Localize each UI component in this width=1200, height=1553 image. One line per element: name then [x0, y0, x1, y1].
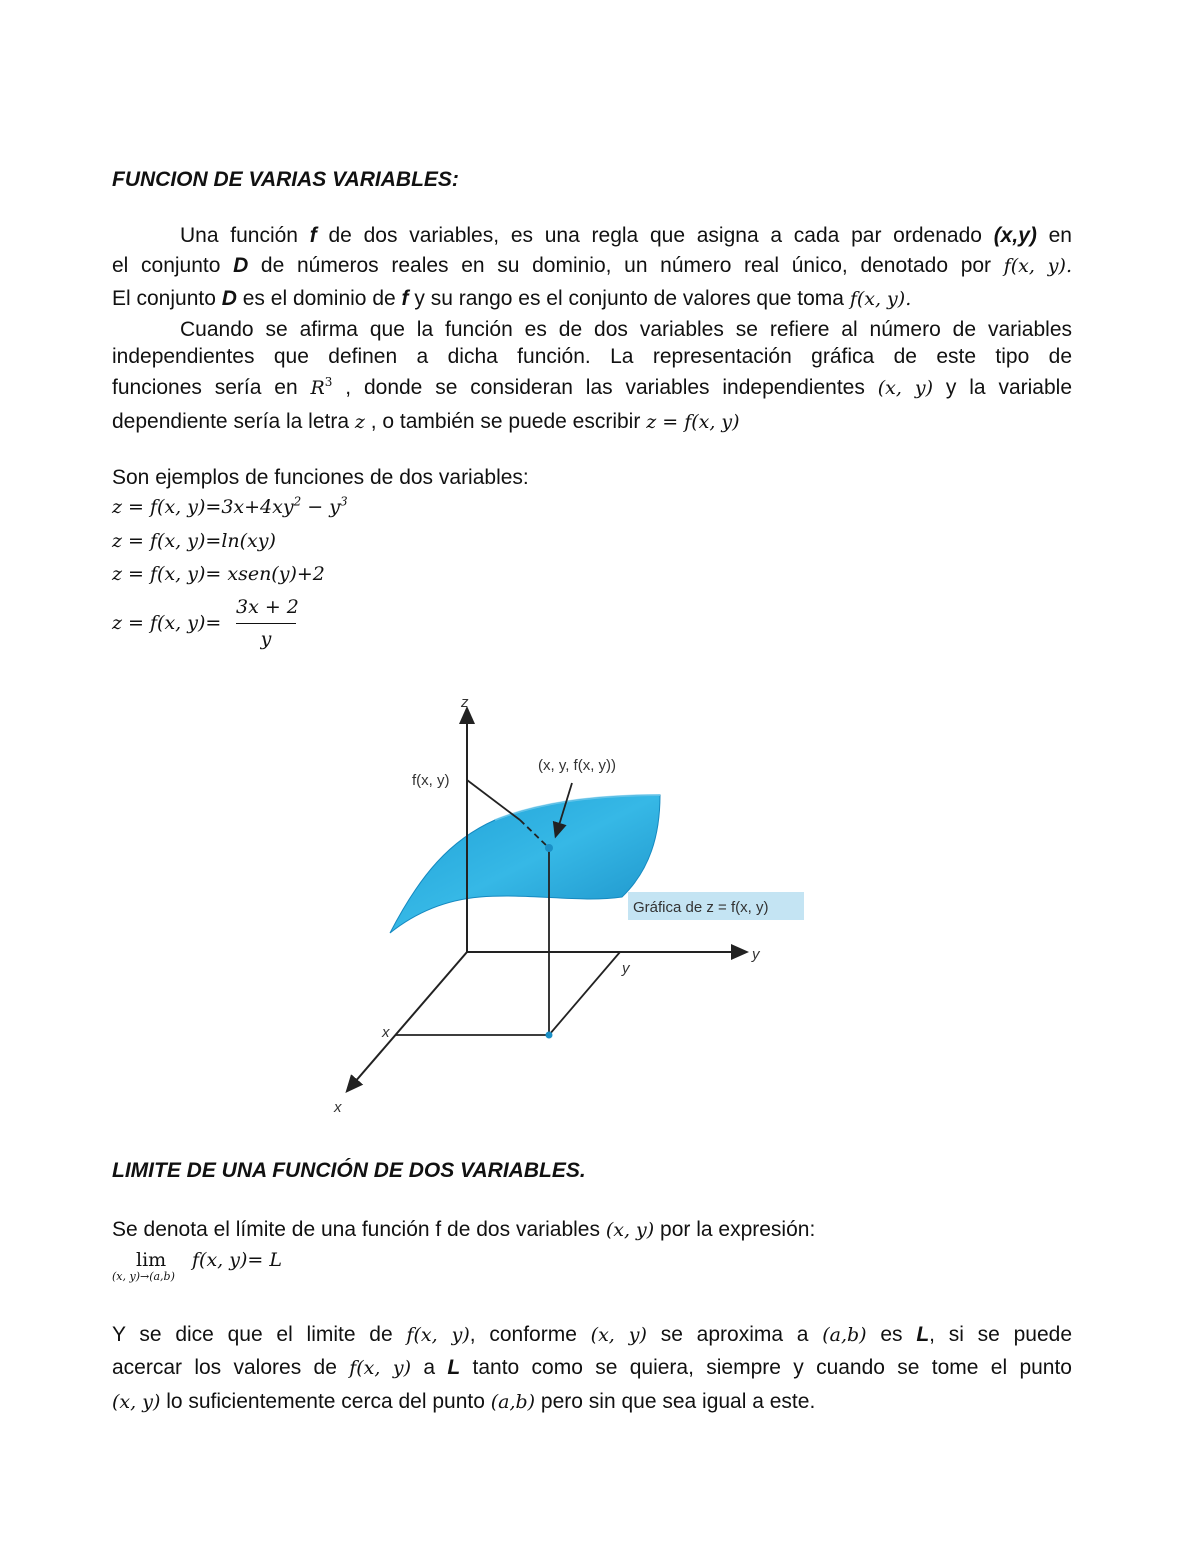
example-4-lhs: z = f(x, y)= — [112, 612, 222, 634]
fraction-bar — [236, 623, 296, 624]
lim-subscript: (x, y)→(a,b) — [112, 1270, 175, 1283]
paragraph-1-line-3: El conjunto D es el dominio de f y su rango es el conjunto de valores que toma f(x, y). — [112, 287, 912, 310]
limit-paragraph-line-1: Y se dice que el limite de f(x, y), conforme (x, y) se aproxima a (a,b) es L, si se puede — [112, 1323, 1073, 1346]
limit-intro-line: Se denota el límite de una función f de dos variables (x, y) por la expresión: — [112, 1218, 816, 1241]
x-axis — [348, 952, 467, 1090]
section-heading-limite: LIMITE DE UNA FUNCIÓN DE DOS VARIABLES. — [112, 1159, 586, 1182]
point-label: (x, y, f(x, y)) — [538, 757, 617, 774]
surface-shape — [390, 795, 660, 933]
x-axis-label: x — [334, 1099, 342, 1116]
example-2: z = f(x, y)=ln(xy) — [112, 530, 276, 552]
lim-word: lim — [136, 1249, 167, 1271]
fxy-label: f(x, y) — [412, 772, 450, 789]
example-3: z = f(x, y)= xsen(y)+2 — [112, 563, 325, 585]
caption-text: Gráfica de z = f(x, y) — [633, 899, 769, 916]
lim-function: f(x, y)= L — [192, 1249, 282, 1271]
diagonal-to-fxy — [467, 780, 520, 820]
y-small-label: y — [622, 960, 630, 977]
base-line-y — [549, 952, 620, 1035]
paragraph-1-line-1: Una función f de dos variables, es una regla que asigna a cada par ordenado (x,y) en — [180, 224, 1072, 247]
x-small-label: x — [382, 1024, 390, 1041]
paragraph-1-line-2: el conjunto D de números reales en su dominio, un número real único, denotado por f(x, y). — [112, 254, 1072, 277]
limit-paragraph-line-2: acercar los valores de f(x, y) a L tanto como se quiera, siempre y cuando se tome el punto — [112, 1356, 1072, 1379]
paragraph-2-line-2: independientes que definen a dicha función. La representación gráfica de este tipo de — [112, 345, 1072, 368]
y-axis-label: y — [752, 946, 760, 963]
paragraph-2-line-3: funciones sería en $R^3$ , donde se consideran las variables independientes (x, y) y la variable — [112, 375, 1073, 399]
limit-paragraph-line-3: (x, y) lo suficientemente cerca del punto (a,b) pero sin que sea igual a este. — [112, 1390, 816, 1413]
example-4 — [112, 596, 372, 654]
paragraph-2-line-4: dependiente sería la letra z , o también se puede escribir z = f(x, y) — [112, 410, 740, 433]
examples-intro: Son ejemplos de funciones de dos variables: — [112, 466, 529, 489]
example-1: z = f(x, $y)=3x+4xy^2 - y^3$ — [112, 494, 348, 518]
example-4-denominator: y — [260, 628, 272, 650]
surface-point — [545, 844, 553, 852]
paragraph-2-line-1: Cuando se afirma que la función es de dos variables se refiere al número de variables — [180, 318, 1072, 341]
z-axis-label: z — [461, 694, 469, 711]
surface-figure — [320, 685, 820, 1125]
section-heading-funcion: FUNCION DE VARIAS VARIABLES: — [112, 168, 459, 191]
limit-expression — [112, 1249, 372, 1289]
example-4-numerator: 3x + 2 — [236, 596, 299, 618]
base-point — [546, 1032, 553, 1039]
